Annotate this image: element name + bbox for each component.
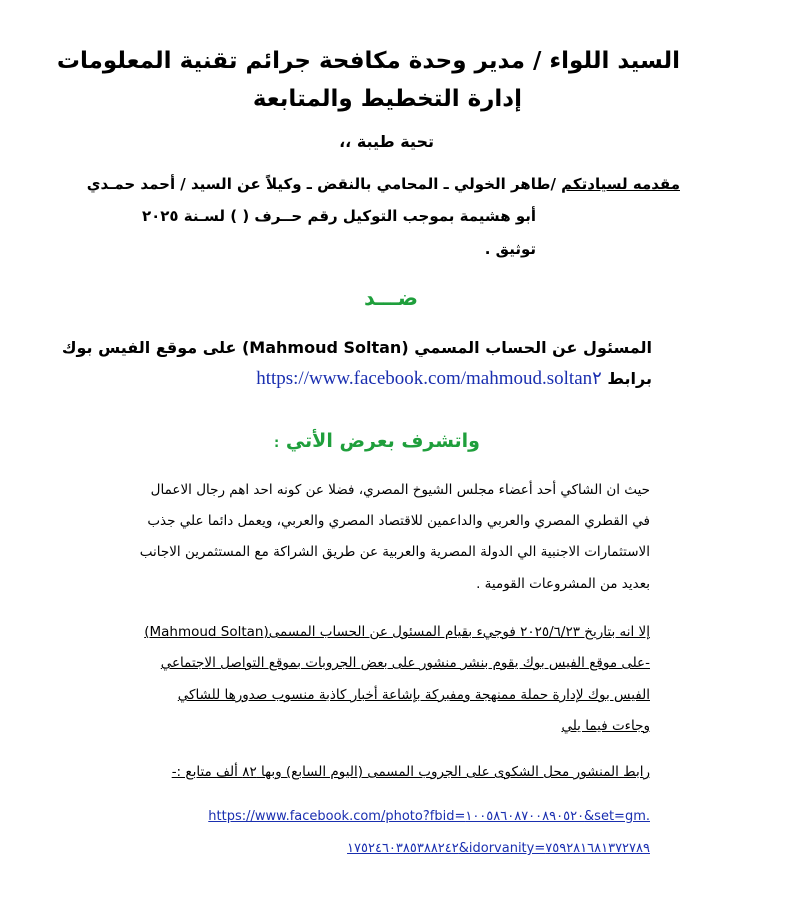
- paragraph2-line-2: -على موقع الفيس بوك يقوم بنشر منشور على بعض الجروبات بموقع التواصل الاجتماعي: [160, 655, 650, 671]
- respondent-link-suffix: ٢: [592, 368, 602, 389]
- respondent-line-1: المسئول عن الحساب المسمي (Mahmoud Soltan) على موقع الفيس بوك: [61, 338, 652, 357]
- paragraph2-line-4: وجاءت فيما يلي: [561, 718, 650, 734]
- post-link-line-2[interactable]: ١٧٥٢٤٦٠٣٨٥٣٨٨٢٤٢&idorvanity=٧٥٩٢٨١٦٨١٣٧٢٧٨٩: [347, 841, 650, 856]
- post-link-line-1[interactable]: https://www.facebook.com/photo?fbid=١٠٠٥٨٦٠٨٧٠٠٨٩٠٥٢٠&set=gm.: [208, 809, 650, 824]
- presentation-heading-text: واتشرف بعرض الأتي: [285, 430, 480, 452]
- presentation-heading-colon: :: [274, 436, 280, 451]
- intro-line-1-text: /طاهر الخولي ـ المحامي بالنقض ـ وكيلاً عن السيد / أحمد حمـدي: [86, 175, 562, 193]
- paragraph1-line-2: في القطري المصري والعربي والداعمين للاقتصاد المصري والعربي، ويعمل دائما علي جذب: [147, 513, 650, 529]
- intro-label: مقدمه لسيادتكم: [561, 175, 680, 193]
- addressee-line-2: إدارة التخطيط والمتابعة: [252, 86, 522, 112]
- presentation-heading: [274, 430, 480, 452]
- intro-line-2: أبو هشيمة بموجب التوكيل رقم حــرف ( ) لسـنة ٢٠٢٥: [141, 207, 536, 225]
- intro-line-3: توثيق .: [484, 240, 536, 258]
- paragraph2-line-1: إلا انه بتاريخ ٢٠٢٥/٦/٢٣ فوجيء بقيام المسئول عن الحساب المسمى(Mahmoud Soltan): [144, 624, 650, 640]
- against-heading: ضـــد: [364, 286, 418, 310]
- greeting: تحية طيبة ،،: [339, 132, 434, 151]
- addressee-line-1: السيد اللواء / مدير وحدة مكافحة جرائم تقنية المعلومات: [56, 48, 680, 74]
- paragraph2-line-3: الفيس بوك لإدارة حملة ممنهجة ومفبركة بإشاعة أخبار كاذبة منسوب صدورها للشاكي: [177, 687, 650, 703]
- respondent-link-label: برابط: [607, 369, 652, 388]
- paragraph1-line-1: حيث ان الشاكي أحد أعضاء مجلس الشيوخ المصري، فضلا عن كونه احد اهم رجال الاعمال: [150, 482, 650, 498]
- paragraph1-line-4: بعديد من المشروعات القومية .: [476, 576, 650, 592]
- post-link-label: رابط المنشور محل الشكوى على الجروب المسمى (اليوم السابع) وبها ٨٢ ألف متابع :-: [171, 764, 650, 780]
- paragraph1-line-3: الاستثمارات الاجنبية الي الدولة المصرية والعربية عن طريق الشراكة مع المستثمرين الاجانب: [139, 544, 650, 560]
- intro-line-1: [87, 175, 680, 193]
- respondent-link[interactable]: https://www.facebook.com/mahmoud.soltan: [256, 368, 593, 389]
- respondent-line-2: [256, 368, 652, 390]
